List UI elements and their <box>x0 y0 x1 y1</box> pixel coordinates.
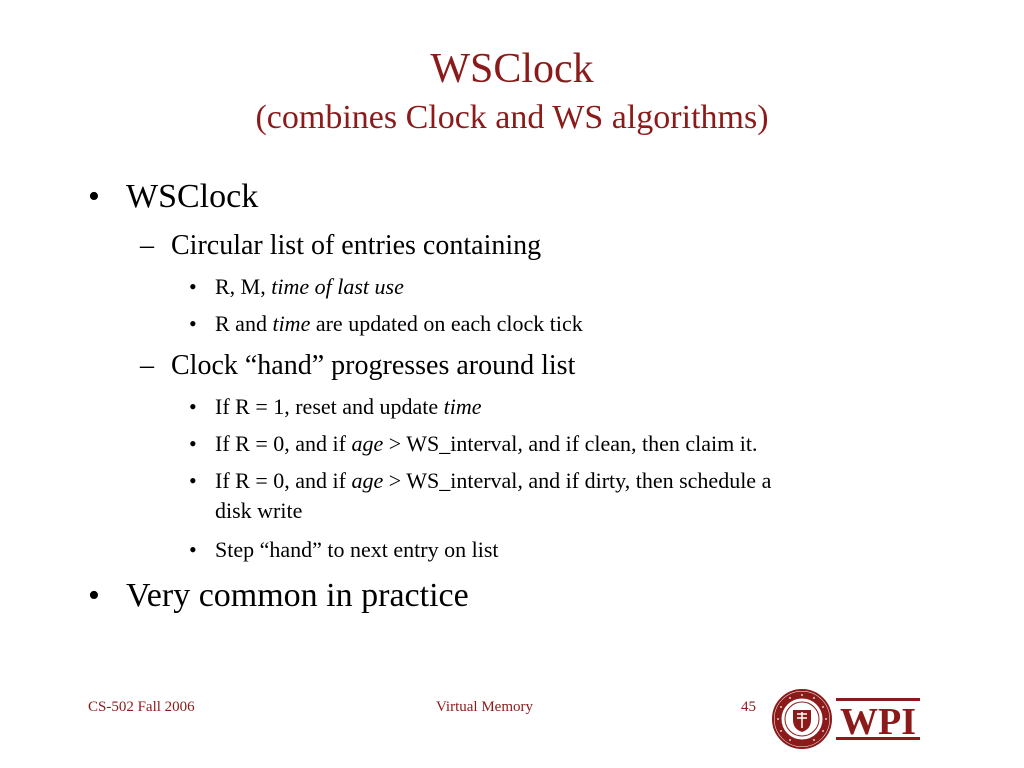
bullet-text: WSClock <box>126 178 259 215</box>
wpi-logo-text: WPI <box>840 701 916 743</box>
slide-subtitle: (combines Clock and WS algorithms) <box>255 99 769 136</box>
item-text-plain: If R = 1, reset and update <box>215 394 444 419</box>
bullet-marker: • <box>189 537 197 562</box>
wpi-logo <box>772 686 922 752</box>
bullet-marker: • <box>88 577 100 614</box>
item-text-italic: , <box>517 431 523 456</box>
item-text-plain: are updated on each clock tick <box>310 311 583 336</box>
item-text <box>215 467 771 495</box>
bullet-marker: • <box>189 431 197 456</box>
bullet-marker: • <box>189 311 197 336</box>
item-text-italic: age <box>351 468 384 493</box>
footer-topic: Virtual Memory <box>436 699 533 715</box>
bullet-text: Very common in practice <box>126 577 469 614</box>
item-text-plain: If R = 0, and if <box>215 468 352 493</box>
footer-page-number: 45 <box>741 699 756 715</box>
item-text <box>215 310 583 338</box>
item-text-plain: and if clean, then claim it. <box>522 431 758 456</box>
item-text-plain: R and <box>215 311 273 336</box>
slide-title: WSClock <box>430 46 594 92</box>
item-text-continued: disk write <box>215 498 303 523</box>
item-text-italic: , <box>517 468 523 493</box>
item-text <box>215 273 404 301</box>
item-text-italic: age <box>351 431 384 456</box>
bullet-marker: • <box>189 468 197 493</box>
wpi-seal-icon <box>772 686 922 752</box>
item-text-plain: > WS_interval <box>383 468 518 493</box>
bullet-marker: • <box>189 394 197 419</box>
dash-marker: – <box>140 230 154 261</box>
item-text-plain: R, M, <box>215 274 272 299</box>
bullet-marker: • <box>189 274 197 299</box>
item-text-plain: If R = 0, and if <box>215 431 352 456</box>
item-text-italic: time <box>272 311 311 336</box>
item-text <box>215 393 482 421</box>
footer-course: CS-502 Fall 2006 <box>88 699 195 715</box>
subbullet-text: Clock “hand” progresses around list <box>171 350 576 381</box>
item-text-plain: > WS_interval <box>383 431 518 456</box>
item-text-italic: time <box>443 394 482 419</box>
item-text-plain: and if dirty, then schedule a <box>522 468 772 493</box>
item-text: Step “hand” to next entry on list <box>215 537 499 562</box>
item-text <box>215 430 757 458</box>
subbullet-text: Circular list of entries containing <box>171 230 542 261</box>
dash-marker: – <box>140 350 154 381</box>
bullet-marker: • <box>88 178 100 215</box>
item-text-italic: time of last use <box>271 274 404 299</box>
